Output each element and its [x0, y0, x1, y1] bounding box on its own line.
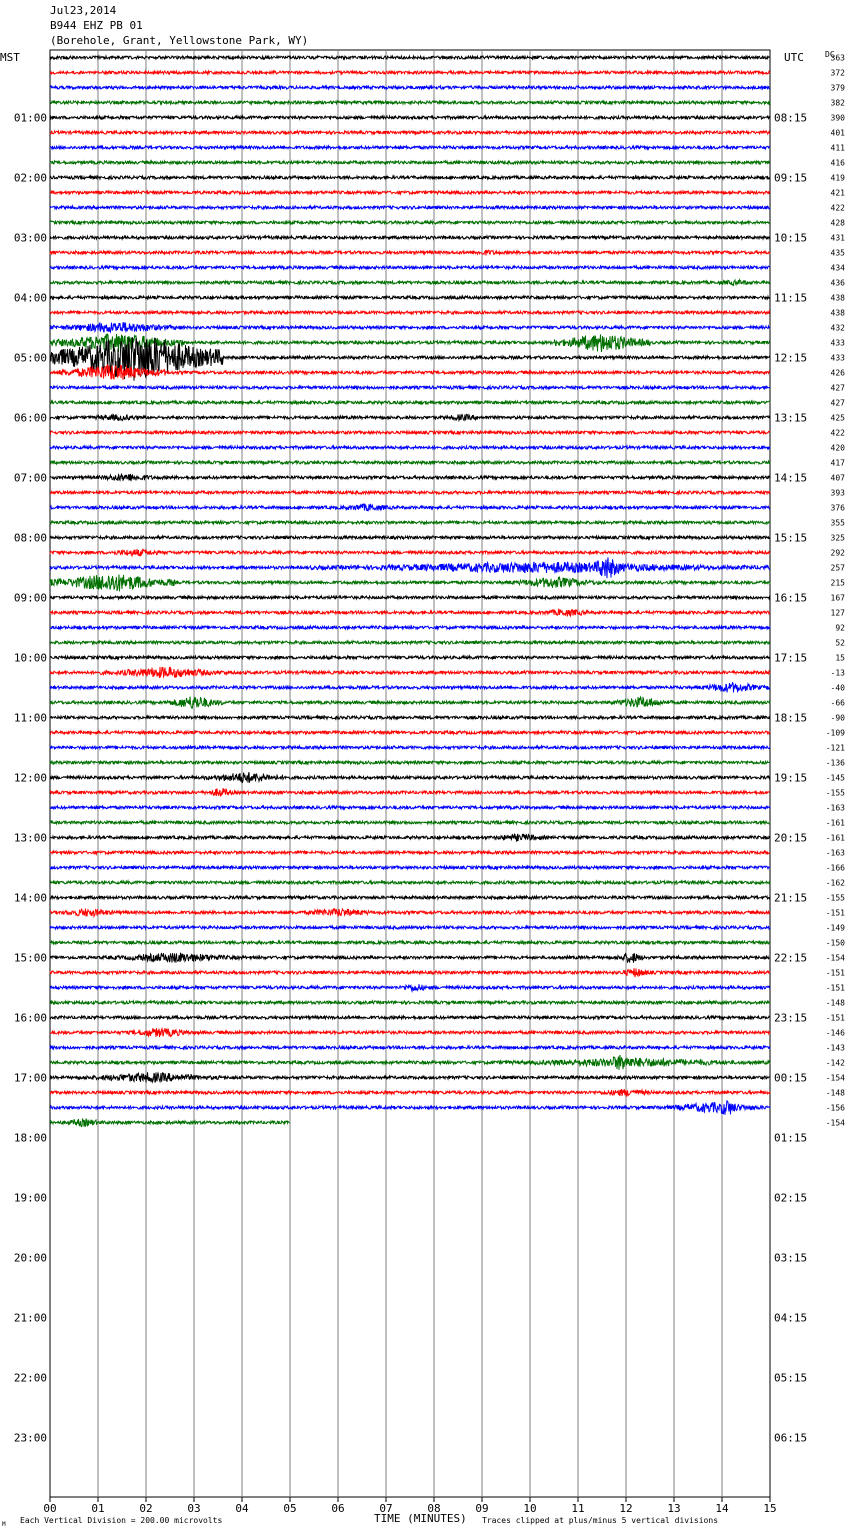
- trace-row-1: [50, 71, 770, 74]
- dc-offset-label: 419: [830, 173, 845, 183]
- dc-offset-label: 52: [835, 638, 845, 648]
- trace-row-0: [50, 56, 770, 59]
- dc-offset-label: -163: [825, 848, 845, 858]
- scale-note: Each Vertical Division = 200.00 microvolts: [20, 1516, 223, 1525]
- dc-offset-label: -143: [825, 1043, 845, 1053]
- utc-hour-label: 05:15: [774, 1371, 808, 1385]
- dc-offset-label: 433: [830, 338, 845, 348]
- trace-row-16: [50, 296, 770, 299]
- dc-offset-label: 167: [830, 593, 845, 603]
- dc-offset-label: 215: [830, 578, 845, 588]
- trace-row-30: [50, 504, 770, 511]
- x-tick-label: 08: [427, 1502, 441, 1515]
- utc-hour-label: 03:15: [774, 1251, 808, 1265]
- x-tick-label: 04: [235, 1502, 249, 1515]
- trace-row-54: [50, 866, 770, 869]
- trace-row-31: [50, 521, 770, 524]
- mst-hour-label: 10:00: [13, 651, 47, 665]
- trace-row-6: [50, 146, 770, 149]
- utc-hour-label: 18:15: [774, 711, 808, 725]
- mst-hour-label: 15:00: [13, 951, 47, 965]
- trace-row-29: [50, 491, 770, 494]
- mst-hour-label: 07:00: [13, 471, 47, 485]
- dc-offset-label: 15: [835, 653, 845, 663]
- trace-row-45: [50, 731, 770, 734]
- trace-row-52: [50, 834, 770, 841]
- trace-row-12: [50, 236, 770, 239]
- trace-row-25: [50, 431, 770, 434]
- utc-hour-label: 09:15: [774, 171, 808, 185]
- dc-offset-label: -149: [825, 923, 845, 933]
- utc-hour-label: 22:15: [774, 951, 808, 965]
- mst-hour-label: 02:00: [13, 171, 47, 185]
- trace-row-27: [50, 461, 770, 464]
- trace-row-11: [50, 221, 770, 224]
- dc-offset-label: 421: [830, 188, 845, 198]
- mst-hour-label: 20:00: [13, 1251, 47, 1265]
- dc-offset-label: 407: [830, 473, 845, 483]
- dc-offset-label: 422: [830, 203, 845, 213]
- trace-row-24: [50, 414, 770, 420]
- trace-group: [50, 56, 770, 1127]
- dc-offset-label: 420: [830, 443, 845, 453]
- utc-hour-label: 20:15: [774, 831, 808, 845]
- dc-offset-label: -151: [825, 983, 845, 993]
- dc-offset-label: -155: [825, 788, 845, 798]
- trace-row-10: [50, 206, 770, 209]
- mst-hour-label: 08:00: [13, 531, 47, 545]
- mst-hour-label: 05:00: [13, 351, 47, 365]
- dc-offset-label: 325: [830, 533, 845, 543]
- trace-row-48: [50, 772, 770, 783]
- trace-row-46: [50, 746, 770, 749]
- dc-offset-label: -150: [825, 938, 845, 948]
- dc-offset-label: -162: [825, 878, 845, 888]
- dc-offset-label: -151: [825, 908, 845, 918]
- dc-offset-label: 422: [830, 428, 845, 438]
- trace-row-8: [50, 176, 770, 179]
- dc-offset-label: 401: [830, 128, 845, 138]
- utc-hour-label: 16:15: [774, 591, 808, 605]
- trace-row-14: [50, 266, 770, 269]
- trace-row-3: [50, 101, 770, 104]
- trace-row-43: [50, 697, 770, 709]
- dc-label: DC: [825, 50, 835, 59]
- trace-row-18: [50, 322, 770, 332]
- dc-offset-label: -148: [825, 998, 845, 1008]
- trace-row-60: [50, 953, 770, 963]
- dc-offset-label: 438: [830, 308, 845, 318]
- trace-row-39: [50, 641, 770, 644]
- x-tick-label: 01: [91, 1502, 105, 1515]
- utc-hour-label: 06:15: [774, 1431, 808, 1445]
- trace-row-9: [50, 191, 770, 194]
- trace-row-4: [50, 116, 770, 119]
- utc-hour-label: 13:15: [774, 411, 808, 425]
- trace-row-58: [50, 926, 770, 929]
- trace-row-32: [50, 536, 770, 539]
- trace-row-50: [50, 806, 770, 809]
- trace-row-44: [50, 716, 770, 719]
- mst-hour-label: 16:00: [13, 1011, 47, 1025]
- dc-offset-label: 417: [830, 458, 845, 468]
- x-tick-label: 06: [331, 1502, 345, 1515]
- dc-offset-label: -121: [825, 743, 845, 753]
- dc-offset-label: -146: [825, 1028, 845, 1038]
- dc-offset-label: -142: [825, 1058, 845, 1068]
- dc-offset-label: 379: [830, 83, 845, 93]
- trace-row-41: [50, 667, 770, 678]
- utc-hour-label: 08:15: [774, 111, 808, 125]
- trace-row-34: [50, 557, 770, 578]
- mst-hour-label: 04:00: [13, 291, 47, 305]
- dc-offset-label: -154: [825, 1118, 845, 1128]
- mst-hour-label: 17:00: [13, 1071, 47, 1085]
- dc-offset-label: 292: [830, 548, 845, 558]
- dc-offset-label: -90: [830, 713, 845, 723]
- mst-hour-label: 18:00: [13, 1131, 47, 1145]
- dc-offset-label: -40: [830, 683, 845, 693]
- dc-offset-label: -151: [825, 1013, 845, 1023]
- mst-hour-label: 13:00: [13, 831, 47, 845]
- x-tick-label: 11: [571, 1502, 585, 1515]
- dc-offset-label: -145: [825, 773, 845, 783]
- trace-row-53: [50, 851, 770, 854]
- x-tick-label: 10: [523, 1502, 537, 1515]
- axis-label-group: [14, 54, 845, 1516]
- dc-offset-label: 433: [830, 353, 845, 363]
- plot-date: Jul23,2014: [50, 4, 117, 17]
- x-tick-label: 12: [619, 1502, 633, 1515]
- mst-hour-label: 12:00: [13, 771, 47, 785]
- x-tick-label: 15: [763, 1502, 777, 1515]
- dc-offset-label: -163: [825, 803, 845, 813]
- dc-offset-label: 355: [830, 518, 845, 528]
- dc-offset-label: -151: [825, 968, 845, 978]
- mst-hour-label: 22:00: [13, 1371, 47, 1385]
- trace-row-35: [50, 575, 770, 592]
- mst-hour-label: 06:00: [13, 411, 47, 425]
- dc-offset-label: 436: [830, 278, 845, 288]
- x-tick-label: 05: [283, 1502, 297, 1515]
- clip-note: Traces clipped at plus/minus 5 vertical divisions: [482, 1516, 719, 1525]
- trace-row-71: [50, 1119, 290, 1127]
- dc-offset-label: 416: [830, 158, 845, 168]
- trace-row-63: [50, 1001, 770, 1004]
- trace-row-42: [50, 683, 770, 693]
- trace-row-28: [50, 474, 770, 482]
- dc-offset-label: 432: [830, 323, 845, 333]
- trace-row-51: [50, 821, 770, 824]
- dc-offset-label: -155: [825, 893, 845, 903]
- trace-row-57: [50, 908, 770, 916]
- trace-row-62: [50, 984, 770, 991]
- utc-hour-label: 21:15: [774, 891, 808, 905]
- right-axis-label: UTC: [784, 51, 804, 64]
- x-tick-label: 09: [475, 1502, 489, 1515]
- mst-hour-label: 14:00: [13, 891, 47, 905]
- x-tick-label: 07: [379, 1502, 393, 1515]
- trace-row-23: [50, 401, 770, 404]
- station-code: B944 EHZ PB 01: [50, 19, 143, 32]
- dc-offset-label: 428: [830, 218, 845, 228]
- trace-row-66: [50, 1046, 770, 1049]
- dc-offset-label: -136: [825, 758, 845, 768]
- mst-hour-label: 03:00: [13, 231, 47, 245]
- trace-row-61: [50, 968, 770, 977]
- station-location: (Borehole, Grant, Yellowstone Park, WY): [50, 34, 309, 47]
- mst-hour-label: 09:00: [13, 591, 47, 605]
- dc-offset-label: 411: [830, 143, 845, 153]
- trace-row-36: [50, 596, 770, 599]
- x-tick-label: 02: [139, 1502, 153, 1515]
- dc-offset-label: -13: [830, 668, 845, 678]
- x-tick-label: 14: [715, 1502, 729, 1515]
- mst-hour-label: 11:00: [13, 711, 47, 725]
- utc-hour-label: 19:15: [774, 771, 808, 785]
- utc-hour-label: 12:15: [774, 351, 808, 365]
- trace-row-38: [50, 626, 770, 629]
- utc-hour-label: 23:15: [774, 1011, 808, 1025]
- trace-row-17: [50, 311, 770, 314]
- dc-offset-label: -161: [825, 818, 845, 828]
- trace-row-64: [50, 1016, 770, 1019]
- corner-mark: M: [2, 1521, 6, 1528]
- utc-hour-label: 02:15: [774, 1191, 808, 1205]
- trace-row-56: [50, 896, 770, 899]
- mst-hour-label: 19:00: [13, 1191, 47, 1205]
- dc-offset-label: 431: [830, 233, 845, 243]
- dc-offset-label: -66: [830, 698, 845, 708]
- trace-row-68: [50, 1072, 770, 1082]
- utc-hour-label: 01:15: [774, 1131, 808, 1145]
- dc-offset-label: 438: [830, 293, 845, 303]
- trace-row-19: [50, 334, 770, 352]
- dc-offset-label: -109: [825, 728, 845, 738]
- left-axis-label: MST: [0, 51, 20, 64]
- dc-offset-label: 434: [830, 263, 845, 273]
- trace-row-55: [50, 881, 770, 884]
- mst-hour-label: 23:00: [13, 1431, 47, 1445]
- trace-row-22: [50, 386, 770, 389]
- dc-offset-label: 382: [830, 98, 845, 108]
- trace-row-15: [50, 280, 770, 285]
- utc-hour-label: 14:15: [774, 471, 808, 485]
- dc-offset-label: 127: [830, 608, 845, 618]
- utc-hour-label: 00:15: [774, 1071, 808, 1085]
- dc-offset-label: -154: [825, 1073, 845, 1083]
- dc-offset-label: 425: [830, 413, 845, 423]
- trace-row-33: [50, 549, 770, 556]
- trace-row-2: [50, 86, 770, 89]
- dc-offset-label: -148: [825, 1088, 845, 1098]
- trace-row-13: [50, 250, 770, 255]
- utc-hour-label: 04:15: [774, 1311, 808, 1325]
- trace-row-7: [50, 161, 770, 164]
- x-tick-label: 00: [43, 1502, 57, 1515]
- trace-row-26: [50, 446, 770, 449]
- trace-row-70: [50, 1101, 770, 1115]
- dc-offset-label: 372: [830, 68, 845, 78]
- dc-offset-label: -156: [825, 1103, 845, 1113]
- dc-offset-label: -166: [825, 863, 845, 873]
- mst-hour-label: 21:00: [13, 1311, 47, 1325]
- utc-hour-label: 10:15: [774, 231, 808, 245]
- dc-offset-label: 426: [830, 368, 845, 378]
- dc-offset-label: 376: [830, 503, 845, 513]
- x-tick-label: 03: [187, 1502, 201, 1515]
- trace-row-65: [50, 1028, 770, 1037]
- dc-offset-label: 393: [830, 488, 845, 498]
- utc-hour-label: 15:15: [774, 531, 808, 545]
- trace-row-47: [50, 761, 770, 764]
- utc-hour-label: 17:15: [774, 651, 808, 665]
- x-axis-label: TIME (MINUTES): [374, 1512, 467, 1525]
- trace-row-5: [50, 131, 770, 134]
- dc-offset-label: 390: [830, 113, 845, 123]
- dc-offset-label: 363: [830, 53, 845, 63]
- trace-row-69: [50, 1089, 770, 1096]
- trace-row-67: [50, 1055, 770, 1070]
- mst-hour-label: 01:00: [13, 111, 47, 125]
- trace-row-59: [50, 941, 770, 944]
- dc-offset-label: 257: [830, 563, 845, 573]
- trace-row-40: [50, 656, 770, 659]
- trace-row-37: [50, 609, 770, 616]
- dc-offset-label: -161: [825, 833, 845, 843]
- dc-offset-label: 435: [830, 248, 845, 258]
- dc-offset-label: -154: [825, 953, 845, 963]
- dc-offset-label: 92: [835, 623, 845, 633]
- dc-offset-label: 427: [830, 383, 845, 393]
- x-tick-label: 13: [667, 1502, 681, 1515]
- trace-row-49: [50, 788, 770, 796]
- dc-offset-label: 427: [830, 398, 845, 408]
- utc-hour-label: 11:15: [774, 291, 808, 305]
